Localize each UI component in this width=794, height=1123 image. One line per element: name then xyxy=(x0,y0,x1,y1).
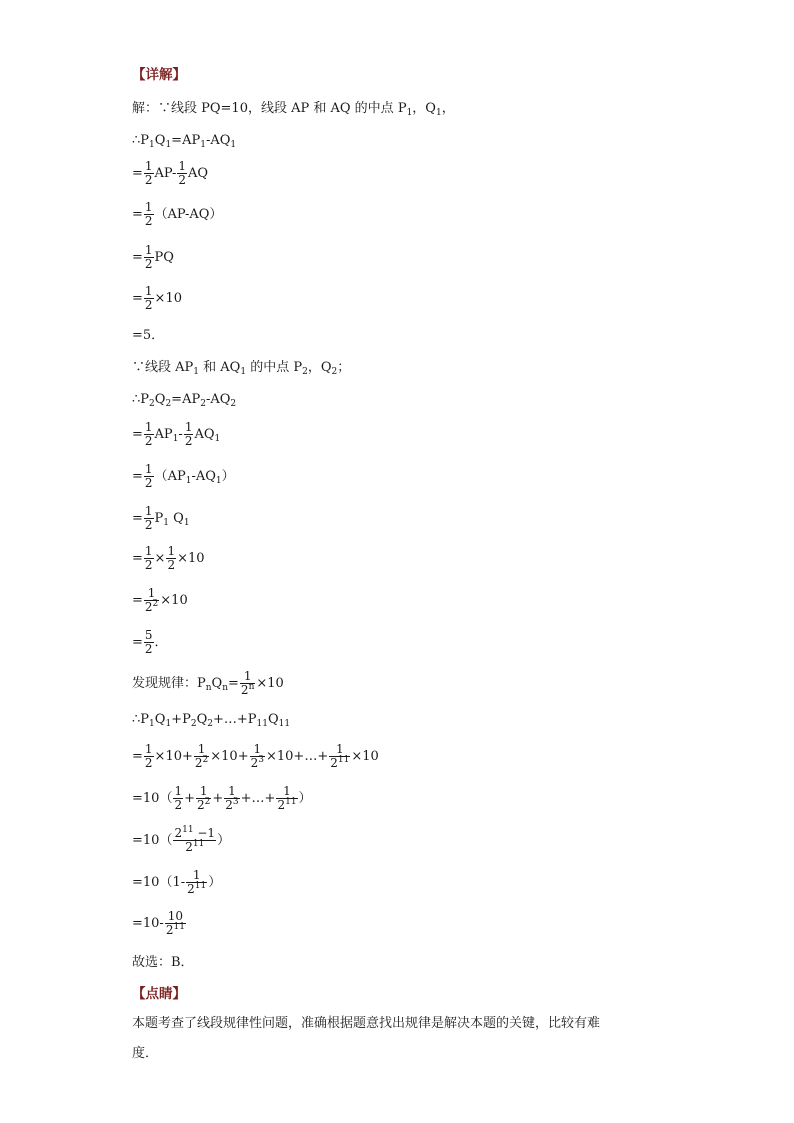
step-8: = $\frac{1}{2}$ $AP_1-$ $\frac{1}{2}$ $AQ_1$ xyxy=(132,420,221,448)
step-1: $\therefore P_1Q_1=AP_1-AQ_1$ xyxy=(132,133,237,150)
comment-paragraph xyxy=(132,1009,652,1069)
sum-line: $\therefore P_1Q_1+P_2Q_2+\dots+P_{11}Q_{11}$ xyxy=(132,712,291,729)
step-10: = $\frac{1}{2}$ $P_1$ $Q_1$ xyxy=(132,504,190,532)
sum-step-1: = $\frac{1}{2}$ ×10+ $\frac{1}{2^2}$ ×10+ $\frac{1}{2^3}$ ×10+…+ $\frac{1}{2^{11}}$ ×10 xyxy=(132,742,379,770)
rule-line: 发现规律：$P_nQ_n=$ $\frac{1}{2^n}$ ×10 xyxy=(132,669,284,697)
step-12: = $\frac{1}{2^2}$ ×10 xyxy=(132,586,188,614)
since-line: ∵线段 $AP_1$ 和 $AQ_1$ 的中点 $P_2$，$Q_2$； xyxy=(132,360,351,377)
comment-line-1: 本题考查了线段规律性问题，准确根据题意找出规律是解决本题的关键，比较有难 xyxy=(132,1016,601,1031)
sum-step-4: =10（1- $\frac{1}{2^{11}}$ ） xyxy=(132,868,222,896)
sum-step-3: =10（ $\frac{2^{11} -1}{2^{11}}$ ） xyxy=(132,825,231,854)
detail-heading: 【详解】 xyxy=(132,67,186,83)
sum-step-5: =10- $\frac{10}{2^{11}}$ xyxy=(132,909,185,937)
step-6: =5． xyxy=(132,328,165,343)
comment-heading: 【点睛】 xyxy=(132,986,186,1002)
sum-step-2: =10（ $\frac{1}{2}$ + $\frac{1}{2^2}$ + $\frac{1}{2^3}$ +…+ $\frac{1}{2^{11}}$ ） xyxy=(132,784,312,812)
step-3: = $\frac{1}{2}$ （AP-AQ） xyxy=(132,200,223,228)
step-9: = $\frac{1}{2}$ $(AP_1-AQ_1)$ xyxy=(132,462,235,490)
step-2: = $\frac{1}{2}$ AP- $\frac{1}{2}$ AQ xyxy=(132,159,209,187)
step-13: = $\frac{5}{2}$ ． xyxy=(132,628,168,656)
step-5: = $\frac{1}{2}$ ×10 xyxy=(132,284,182,312)
answer-line: 故选：B． xyxy=(132,955,194,970)
step-4: = $\frac{1}{2}$ PQ xyxy=(132,243,174,271)
step-11: = $\frac{1}{2}$ × $\frac{1}{2}$ ×10 xyxy=(132,544,205,572)
comment-line-2: 度． xyxy=(132,1046,159,1061)
step-7: $\therefore P_2Q_2=AP_2-AQ_2$ xyxy=(132,392,237,409)
intro-line: 解：∵线段 PQ=10，线段 AP 和 AQ 的中点 $P_1$，$Q_1$， xyxy=(132,101,455,118)
